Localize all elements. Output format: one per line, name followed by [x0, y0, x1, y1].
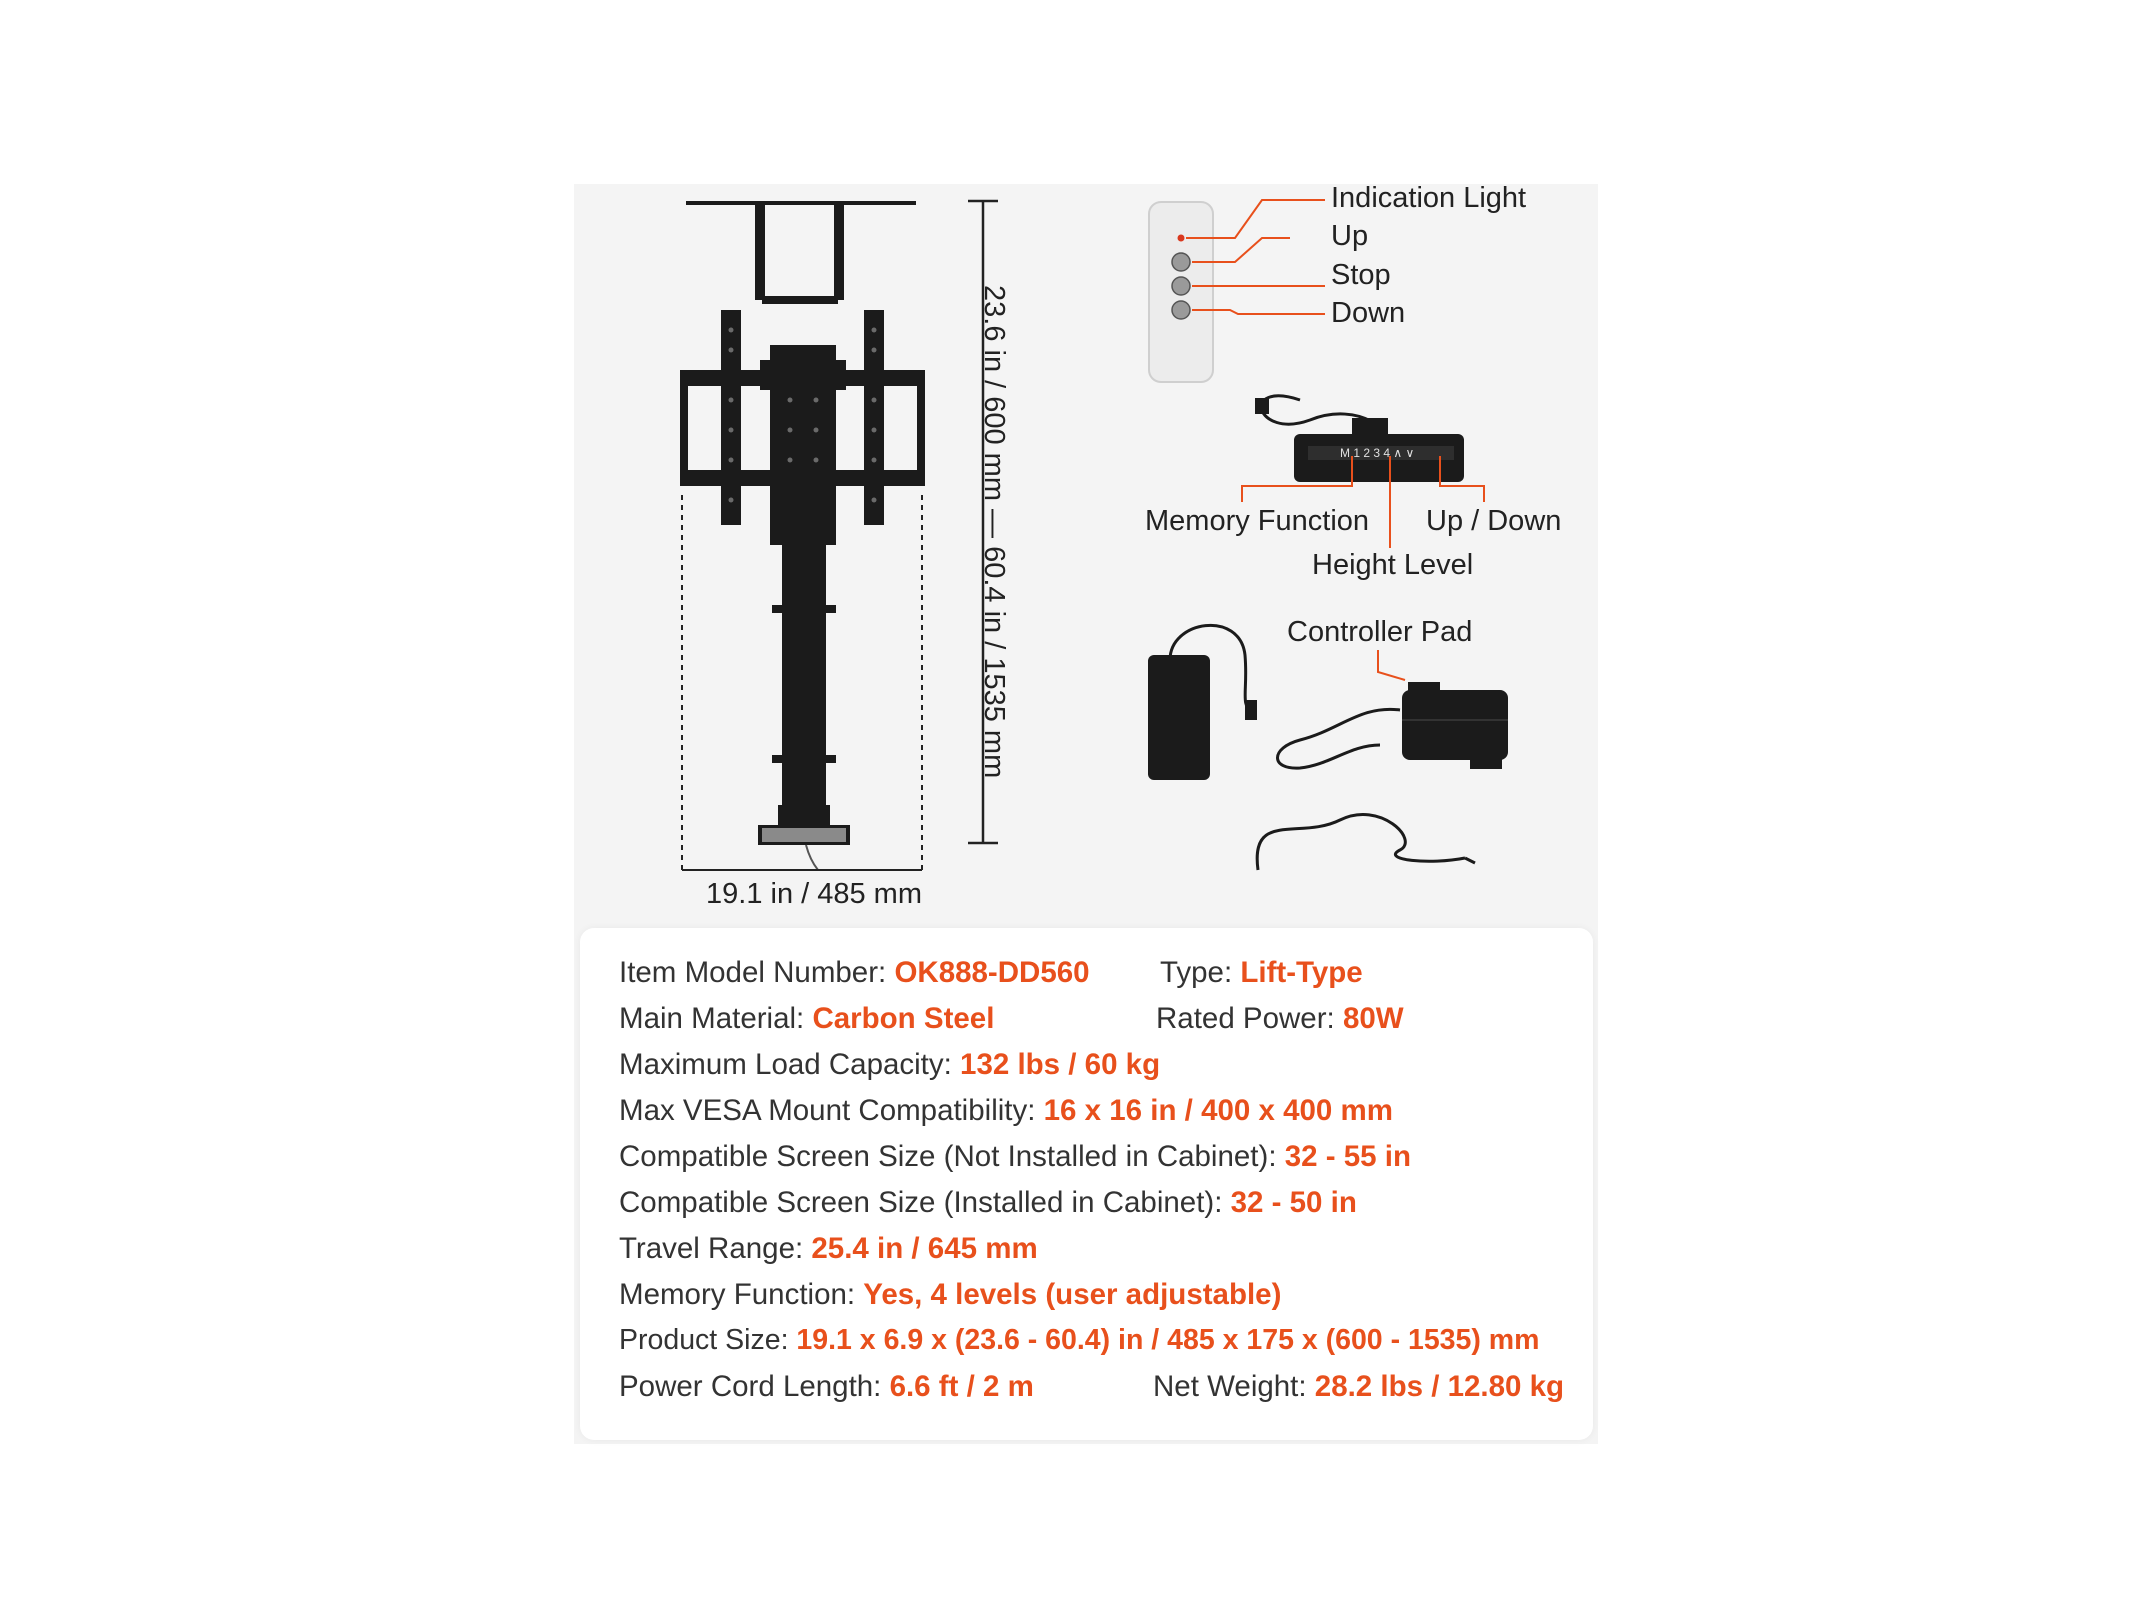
- up-down-label: Up / Down: [1426, 505, 1562, 537]
- keypad-illustration: [1255, 396, 1464, 482]
- spec-power: Rated Power: 80W: [1156, 1002, 1404, 1035]
- spec-load: Maximum Load Capacity: 132 lbs / 60 kg: [619, 1048, 1161, 1081]
- spec-type: Type: Lift-Type: [1160, 956, 1363, 989]
- spec-weight: Net Weight: 28.2 lbs / 12.80 kg: [1153, 1370, 1565, 1403]
- memory-function-label: Memory Function: [1145, 505, 1370, 537]
- cable-illustration: [1257, 814, 1475, 870]
- down-label: Down: [1331, 297, 1406, 329]
- stop-label: Stop: [1331, 259, 1391, 291]
- spec-travel: Travel Range: 25.4 in / 645 mm: [619, 1232, 1038, 1265]
- spec-size: Product Size: 19.1 x 6.9 x (23.6 - 60.4) in / 485 x 175 x (600 - 1535) mm: [619, 1324, 1540, 1356]
- up-label: Up: [1331, 220, 1369, 252]
- height-dimension-label: 23.6 in / 600 mm — 60.4 in / 1535 mm: [978, 285, 1010, 779]
- controller-pad-label: Controller Pad: [1287, 616, 1473, 648]
- spec-screen-installed: Compatible Screen Size (Installed in Cabinet): 32 - 50 in: [619, 1186, 1357, 1219]
- width-dimension-label: 19.1 in / 485 mm: [706, 878, 922, 910]
- spec-screen-not-installed: Compatible Screen Size (Not Installed in Cabinet): 32 - 55 in: [619, 1140, 1411, 1173]
- spec-vesa: Max VESA Mount Compatibility: 16 x 16 in / 400 x 400 mm: [619, 1094, 1393, 1127]
- controller-pad-illustration: [1278, 682, 1509, 769]
- remote-control-illustration: [1149, 202, 1213, 382]
- power-adapter-illustration: [1148, 625, 1257, 780]
- keypad-buttons-label: M 1 2 3 4 ∧ ∨: [1340, 446, 1415, 460]
- height-level-label: Height Level: [1312, 549, 1474, 581]
- spec-memory: Memory Function: Yes, 4 levels (user adjustable): [619, 1278, 1282, 1311]
- tv-lift-illustration: [680, 201, 925, 845]
- spec-material: Main Material: Carbon Steel: [619, 1002, 995, 1035]
- spec-model: Item Model Number: OK888-DD560: [619, 956, 1090, 989]
- indication-light-label: Indication Light: [1331, 182, 1527, 214]
- spec-cord: Power Cord Length: 6.6 ft / 2 m: [619, 1370, 1034, 1403]
